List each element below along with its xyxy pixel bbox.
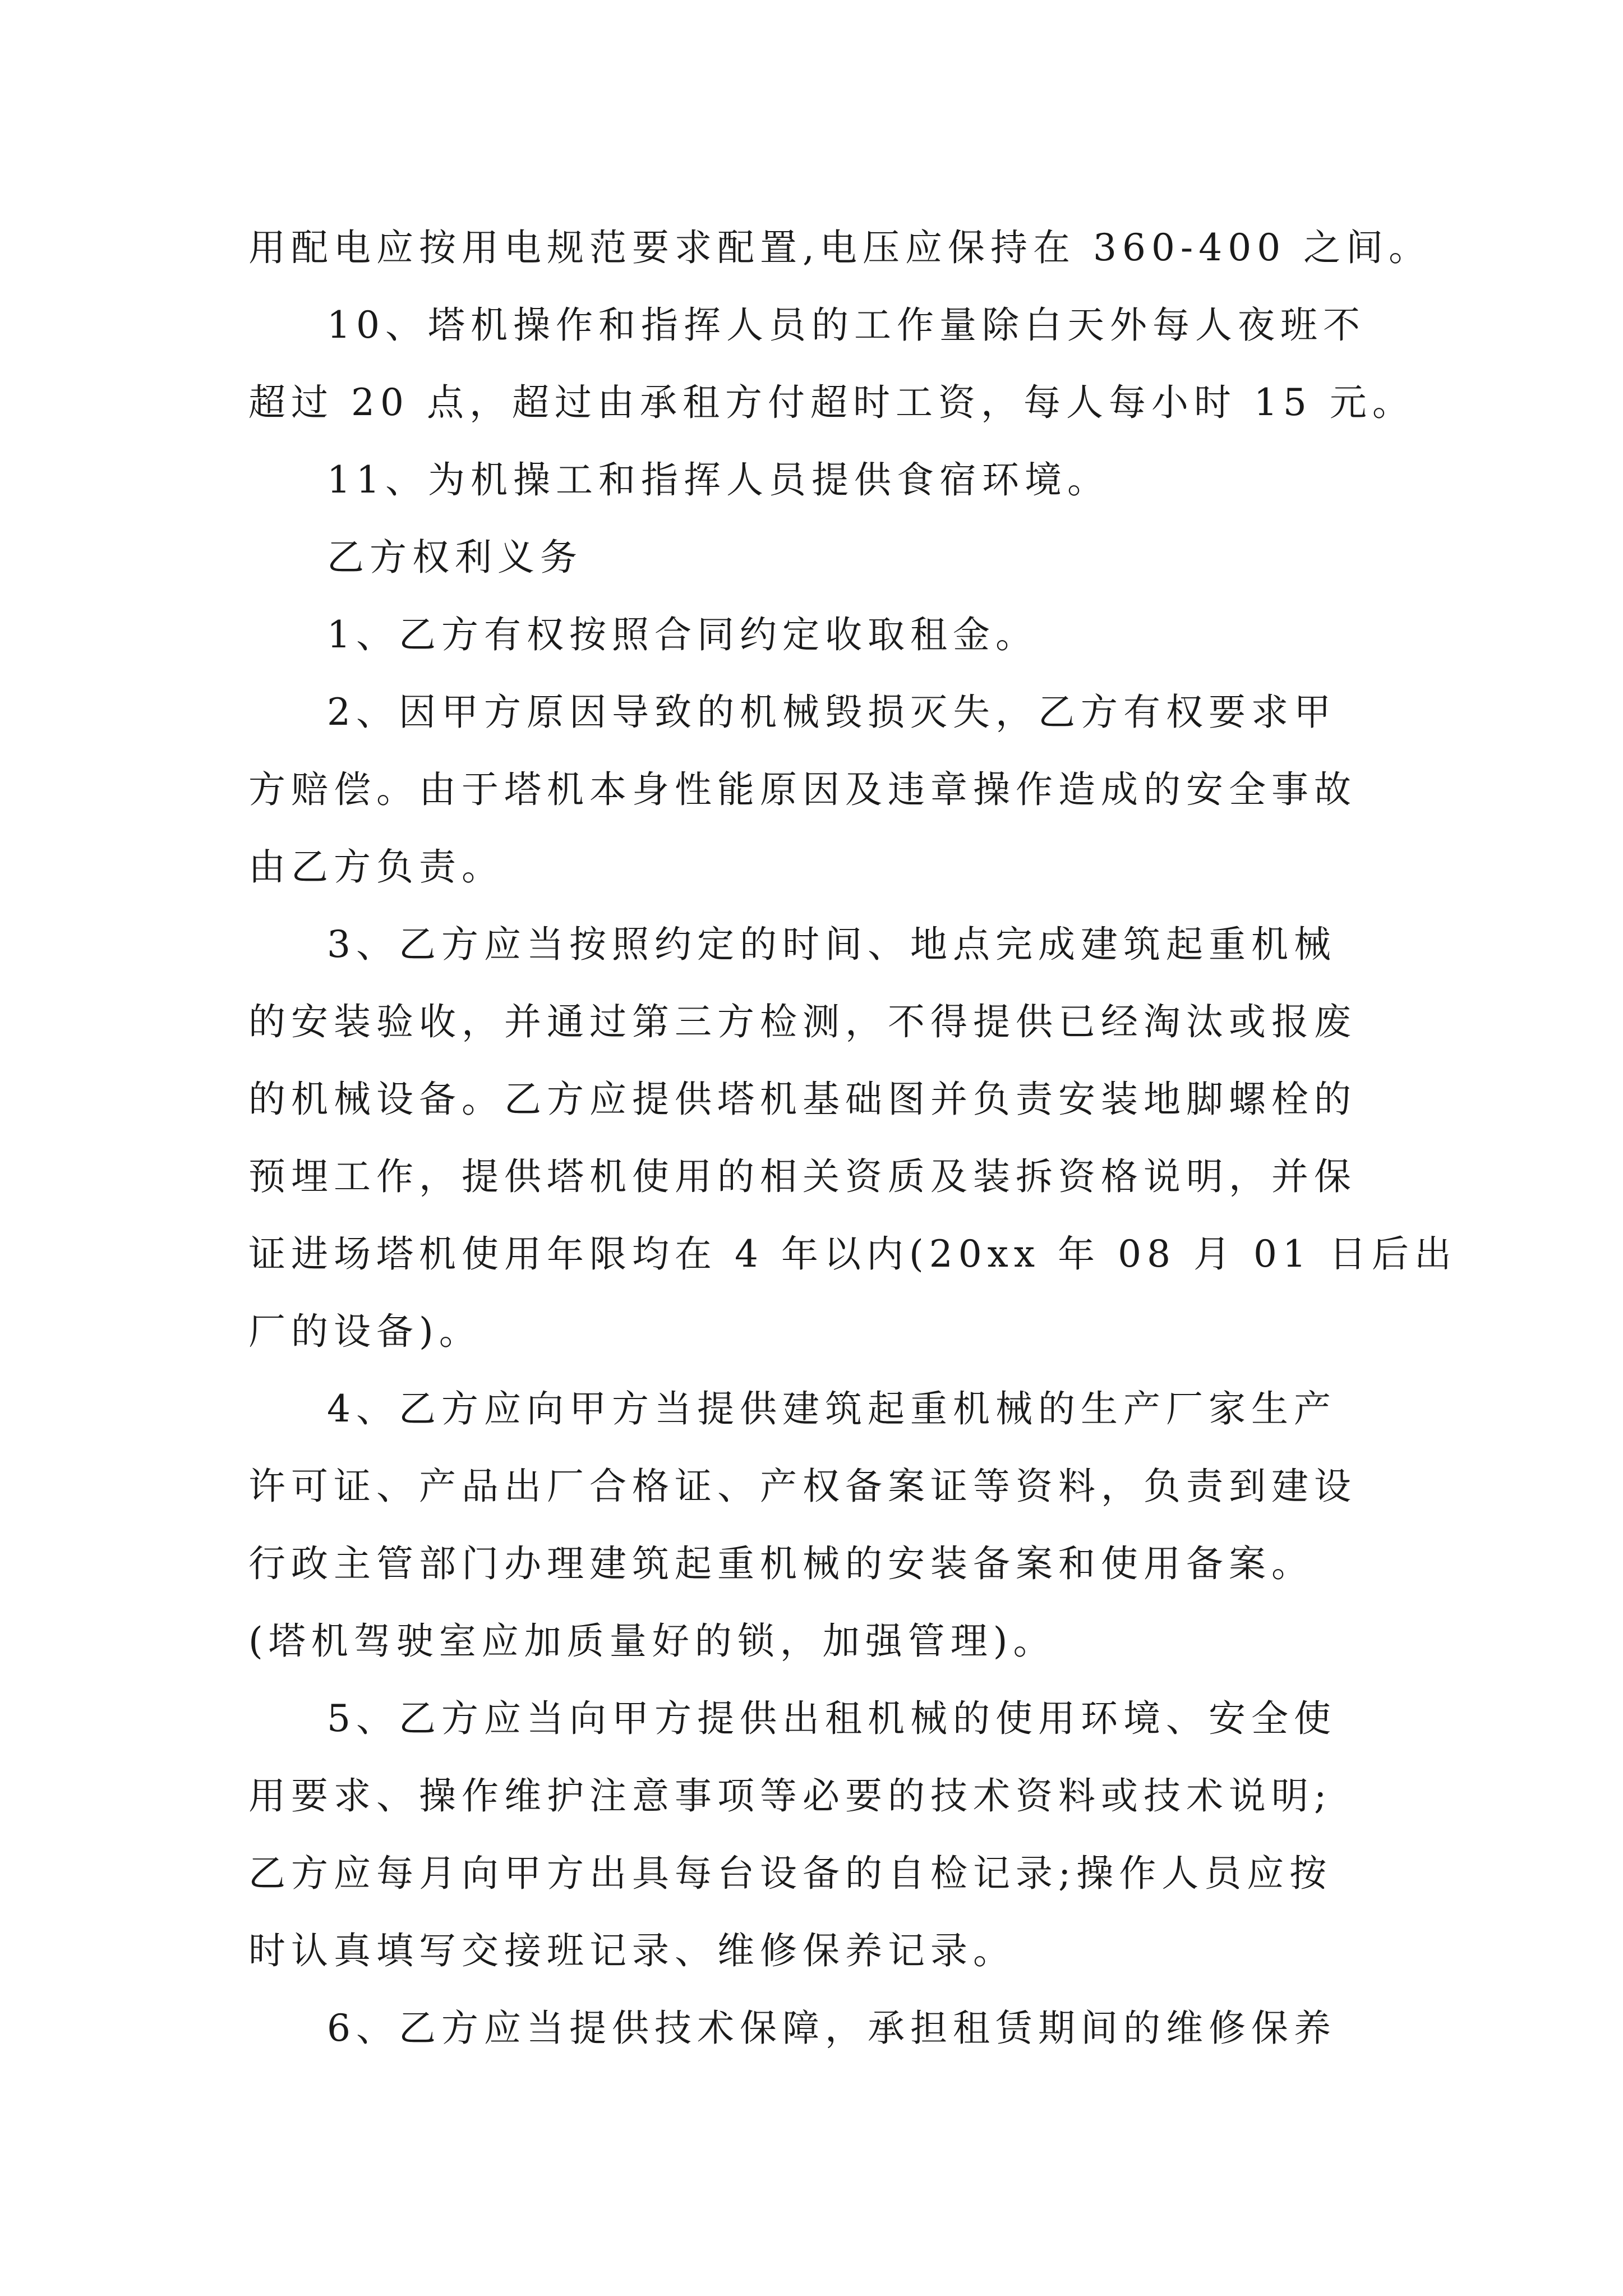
text-line: 超过 20 点，超过由承租方付超时工资，每人每小时 15 元。 [248, 381, 1415, 424]
clause-10-line: 10、塔机操作和指挥人员的工作量除白天外每人夜班不 [327, 303, 1366, 347]
text-line: 时认真填写交接班记录、维修保养记录。 [248, 1929, 1016, 1972]
text-line: 行政主管部门办理建筑起重机械的安装备案和使用备案。 [248, 1542, 1314, 1585]
section-heading: 乙方权利义务 [327, 536, 583, 579]
text-line: 用要求、操作维护注意事项等必要的技术资料或技术说明; [248, 1774, 1332, 1818]
clause-11-line: 11、为机操工和指挥人员提供食宿环境。 [327, 458, 1110, 501]
text-line: 的安装验收，并通过第三方检测，不得提供已经淘汰或报废 [248, 1000, 1357, 1043]
text-line: 乙方应每月向甲方出具每台设备的自检记录;操作人员应按 [248, 1852, 1332, 1895]
document-body [248, 209, 1457, 2067]
clause-2-line: 2、因甲方原因导致的机械毁损灭失，乙方有权要求甲 [327, 691, 1336, 734]
clause-5-line: 5、乙方应当向甲方提供出租机械的使用环境、安全使 [327, 1697, 1336, 1740]
text-line: 由乙方负责。 [248, 845, 504, 889]
clause-3-line: 3、乙方应当按照约定的时间、地点完成建筑起重机械 [327, 923, 1336, 966]
clause-4-line: 4、乙方应向甲方当提供建筑起重机械的生产厂家生产 [327, 1387, 1336, 1430]
text-line: 方赔偿。由于塔机本身性能原因及违章操作造成的安全事故 [248, 768, 1357, 811]
text-line: 许可证、产品出厂合格证、产权备案证等资料，负责到建设 [248, 1465, 1357, 1508]
text-line: 厂的设备)。 [248, 1310, 482, 1353]
clause-6-line: 6、乙方应当提供技术保障，承担租赁期间的维修保养 [327, 2007, 1336, 2050]
text-line: (塔机驾驶室应加质量好的锁，加强管理)。 [248, 1619, 1056, 1663]
text-line: 的机械设备。乙方应提供塔机基础图并负责安装地脚螺栓的 [248, 1078, 1357, 1121]
clause-1-line: 1、乙方有权按照合同约定收取租金。 [327, 613, 1038, 656]
text-line: 用配电应按用电规范要求配置,电压应保持在 360-400 之间。 [248, 226, 1432, 269]
text-line: 证进场塔机使用年限均在 4 年以内(20xx 年 08 月 01 日后出 [248, 1232, 1457, 1276]
text-line: 预埋工作，提供塔机使用的相关资质及装拆资格说明，并保 [248, 1155, 1357, 1198]
